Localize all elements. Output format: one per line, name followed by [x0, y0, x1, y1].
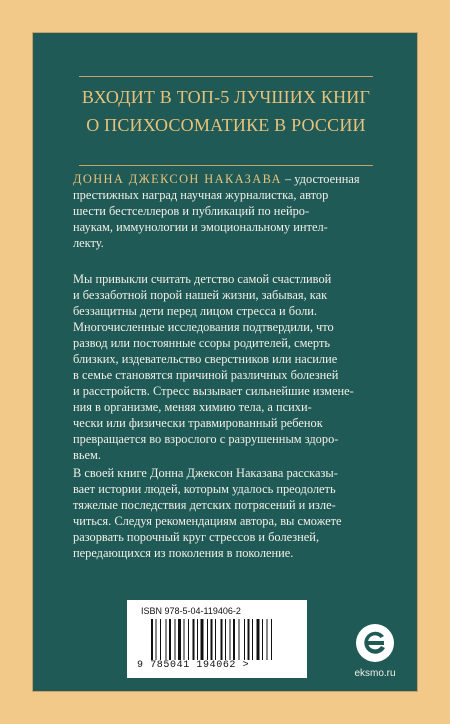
paragraph-line: в семье становятся причиной различных болезней — [73, 368, 339, 382]
divider-top — [79, 76, 373, 77]
headline-line-1: ВХОДИТ В ТОП-5 ЛУЧШИХ КНИГ — [81, 87, 371, 107]
eksmo-logo-icon — [355, 623, 395, 663]
paragraph-line: передающихся из поколения в поколение. — [73, 546, 294, 560]
paragraph-line: превращается во взрослого с разрушенным здоро- — [73, 432, 339, 446]
paragraph-line: и расстройств. Стресс вызывает сильнейшие измене- — [73, 384, 354, 398]
paragraph-line: близких, издевательство сверстников или насилие — [73, 352, 338, 366]
paragraph-line: и беззаботной порой нашей жизни, забывая, как — [73, 288, 328, 302]
paragraph-line: чески или физически травмированный ребенок — [73, 416, 323, 430]
author-line — [73, 171, 379, 187]
paragraph-line: шести бестселлеров и публикаций по нейро- — [73, 204, 310, 218]
paragraph-line: наукам, иммунологии и эмоциональному интел- — [73, 220, 328, 234]
barcode-bars — [149, 619, 289, 660]
paragraph-line: вает истории людей, которым удалось преодолеть — [73, 482, 336, 496]
paragraph-line: вьем. — [73, 448, 101, 462]
paragraph-line: В своей книге Донна Джексон Наказава рассказы- — [73, 466, 338, 480]
headline — [33, 86, 419, 136]
divider-bottom — [79, 165, 373, 166]
paragraph-line: ния в организме, меняя химию тела, а психи- — [73, 400, 312, 414]
paragraph-line: Мы привыкли считать детство самой счастливой — [73, 272, 332, 286]
paragraph-line: тяжелые последствия детских потрясений и изле- — [73, 498, 336, 512]
paragraph-line: лекту. — [73, 236, 104, 250]
paragraph-line: – удостоенная — [281, 172, 360, 186]
barcode — [127, 600, 307, 678]
isbn-label: ISBN 978-5-04-119406-2 — [141, 606, 241, 616]
author-paragraph — [73, 171, 379, 251]
author-name: ДОННА ДЖЕКСОН НАКАЗАВА — [73, 172, 282, 186]
paragraph-line: разорвать порочный круг стрессов и болезней, — [73, 530, 320, 544]
barcode-digits: 9 785041 194062 > — [137, 660, 250, 671]
headline-line-2: О ПСИХОСОМАТИКЕ В РОССИИ — [86, 115, 366, 135]
paragraph-line: читься. Следуя рекомендациям автора, вы сможете — [73, 514, 342, 528]
paragraph-line: развод или постоянные ссоры родителей, смерть — [73, 336, 331, 350]
description-paragraph — [73, 271, 379, 463]
paragraph-line: Многочисленные исследования подтвердили, что — [73, 320, 334, 334]
text-panel — [32, 32, 418, 692]
publisher-site: eksmo.ru — [354, 668, 396, 679]
paragraph-line: престижных наград научная журналистка, автор — [73, 188, 329, 202]
paragraph-line: беззащитны дети перед лицом стресса и боли. — [73, 304, 318, 318]
summary-paragraph — [73, 465, 379, 561]
